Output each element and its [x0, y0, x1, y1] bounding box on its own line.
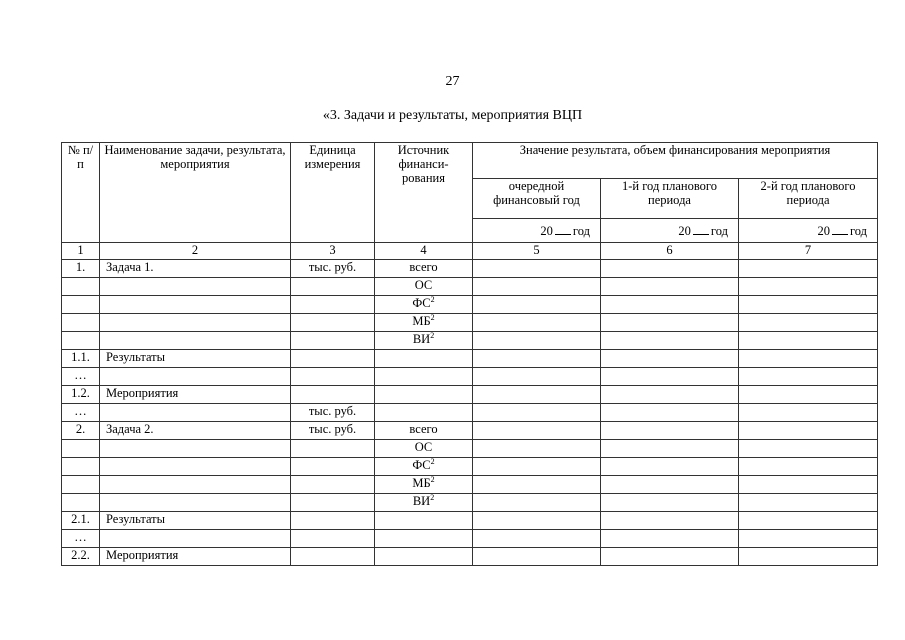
row-name: Результаты — [100, 350, 291, 368]
row-value-current — [473, 512, 601, 530]
column-number: 3 — [291, 243, 375, 260]
row-num — [62, 494, 100, 512]
footnote-mark: 2 — [430, 295, 435, 304]
row-value-plan1 — [601, 404, 739, 422]
row-value-plan1 — [601, 476, 739, 494]
row-value-plan2 — [739, 422, 878, 440]
footnote-mark: 2 — [430, 493, 435, 502]
row-num: … — [62, 368, 100, 386]
row-value-plan2 — [739, 314, 878, 332]
row-num — [62, 332, 100, 350]
row-num — [62, 314, 100, 332]
row-value-current — [473, 350, 601, 368]
header-unit: Единица измерения — [291, 143, 375, 243]
table-body — [62, 260, 878, 566]
header-current-year: очередной финансовый год — [473, 179, 601, 219]
table-row — [62, 512, 878, 530]
source-label: ОС — [414, 278, 433, 292]
header-plan-year-1: 1-й год планового периода — [601, 179, 739, 219]
table-row — [62, 476, 878, 494]
row-value-current — [473, 260, 601, 278]
header-source: Источник финанси-рования — [375, 143, 473, 243]
row-source — [375, 278, 473, 296]
row-num — [62, 440, 100, 458]
row-num: 1. — [62, 260, 100, 278]
column-number: 2 — [100, 243, 291, 260]
column-number: 7 — [739, 243, 878, 260]
table-row — [62, 422, 878, 440]
row-value-plan1 — [601, 422, 739, 440]
source-label: МБ — [412, 314, 431, 328]
row-name: Задача 2. — [100, 422, 291, 440]
table-row — [62, 494, 878, 512]
row-value-current — [473, 422, 601, 440]
source-label: ФС — [412, 296, 431, 310]
source-label: ВИ — [412, 494, 431, 508]
header-num: № п/п — [62, 143, 100, 243]
table-row — [62, 386, 878, 404]
row-value-plan1 — [601, 278, 739, 296]
section-title: «3. Задачи и результаты, мероприятия ВЦП — [322, 108, 583, 123]
row-value-plan1 — [601, 332, 739, 350]
row-source — [375, 548, 473, 566]
row-value-plan2 — [739, 260, 878, 278]
row-value-plan1 — [601, 512, 739, 530]
row-value-current — [473, 314, 601, 332]
header-value-group: Значение результата, объем финансирования мероприятия — [473, 143, 878, 179]
row-source — [375, 530, 473, 548]
row-value-plan2 — [739, 404, 878, 422]
row-name — [100, 530, 291, 548]
row-name — [100, 440, 291, 458]
row-num — [62, 278, 100, 296]
row-num: 1.2. — [62, 386, 100, 404]
row-unit — [291, 530, 375, 548]
row-value-current — [473, 296, 601, 314]
table-row — [62, 260, 878, 278]
year-cell: 20 год — [739, 219, 878, 243]
footnote-mark: 2 — [430, 475, 435, 484]
row-source — [375, 494, 473, 512]
column-number: 4 — [375, 243, 473, 260]
table-row — [62, 368, 878, 386]
row-name — [100, 404, 291, 422]
row-unit — [291, 440, 375, 458]
row-name — [100, 476, 291, 494]
row-value-plan1 — [601, 494, 739, 512]
row-value-plan2 — [739, 296, 878, 314]
header-name: Наименование задачи, результата, мероприятия — [100, 143, 291, 243]
row-value-plan2 — [739, 278, 878, 296]
table-row — [62, 278, 878, 296]
row-name — [100, 494, 291, 512]
row-unit — [291, 278, 375, 296]
table-row — [62, 350, 878, 368]
table-row — [62, 458, 878, 476]
row-value-plan2 — [739, 350, 878, 368]
row-value-plan2 — [739, 548, 878, 566]
row-name — [100, 278, 291, 296]
footnote-mark: 2 — [430, 331, 435, 340]
row-unit — [291, 368, 375, 386]
row-value-plan2 — [739, 530, 878, 548]
row-unit — [291, 350, 375, 368]
row-source — [375, 296, 473, 314]
table-row — [62, 440, 878, 458]
row-name — [100, 332, 291, 350]
year-cell: 20 год — [601, 219, 739, 243]
year-cell: 20 год — [473, 219, 601, 243]
footnote-mark: 2 — [430, 457, 435, 466]
row-value-plan1 — [601, 296, 739, 314]
row-num — [62, 296, 100, 314]
row-unit — [291, 476, 375, 494]
row-source — [375, 332, 473, 350]
source-label: ВИ — [412, 332, 431, 346]
row-source — [375, 404, 473, 422]
row-value-plan2 — [739, 440, 878, 458]
row-value-plan2 — [739, 332, 878, 350]
source-label: всего — [409, 260, 438, 274]
row-name: Задача 1. — [100, 260, 291, 278]
row-unit — [291, 332, 375, 350]
row-num: 1.1. — [62, 350, 100, 368]
row-source — [375, 440, 473, 458]
table-row — [62, 530, 878, 548]
row-value-current — [473, 548, 601, 566]
row-value-plan2 — [739, 512, 878, 530]
row-source — [375, 476, 473, 494]
row-value-current — [473, 332, 601, 350]
row-value-current — [473, 386, 601, 404]
row-num: 2.2. — [62, 548, 100, 566]
row-unit — [291, 296, 375, 314]
row-source — [375, 386, 473, 404]
row-value-current — [473, 494, 601, 512]
column-number: 1 — [62, 243, 100, 260]
header-plan-year-2: 2-й год планового периода — [739, 179, 878, 219]
row-num: 2.1. — [62, 512, 100, 530]
row-value-plan1 — [601, 350, 739, 368]
row-unit: тыс. руб. — [291, 404, 375, 422]
footnote-mark: 2 — [430, 313, 435, 322]
row-value-plan1 — [601, 530, 739, 548]
row-name — [100, 458, 291, 476]
row-source — [375, 422, 473, 440]
row-source — [375, 314, 473, 332]
row-name: Результаты — [100, 512, 291, 530]
column-number: 5 — [473, 243, 601, 260]
row-value-plan2 — [739, 494, 878, 512]
row-value-plan1 — [601, 314, 739, 332]
source-label: всего — [409, 422, 438, 436]
table-row — [62, 296, 878, 314]
row-num: … — [62, 404, 100, 422]
row-unit: тыс. руб. — [291, 260, 375, 278]
row-value-current — [473, 368, 601, 386]
table-row — [62, 404, 878, 422]
source-label: МБ — [412, 476, 431, 490]
row-source — [375, 350, 473, 368]
row-unit — [291, 386, 375, 404]
row-value-plan1 — [601, 548, 739, 566]
row-unit — [291, 512, 375, 530]
row-value-plan1 — [601, 260, 739, 278]
row-value-current — [473, 440, 601, 458]
row-source — [375, 368, 473, 386]
row-value-current — [473, 278, 601, 296]
row-unit — [291, 314, 375, 332]
column-number-row — [62, 243, 878, 260]
page-number: 27 — [445, 74, 460, 89]
row-source — [375, 512, 473, 530]
row-value-plan2 — [739, 476, 878, 494]
tasks-table — [61, 142, 878, 566]
source-label: ФС — [412, 458, 431, 472]
table-row — [62, 548, 878, 566]
row-value-current — [473, 476, 601, 494]
row-num: 2. — [62, 422, 100, 440]
row-value-plan2 — [739, 386, 878, 404]
row-unit — [291, 458, 375, 476]
row-value-plan1 — [601, 440, 739, 458]
row-value-plan1 — [601, 386, 739, 404]
row-num: … — [62, 530, 100, 548]
row-source — [375, 458, 473, 476]
row-name: Мероприятия — [100, 386, 291, 404]
row-unit: тыс. руб. — [291, 422, 375, 440]
row-name — [100, 368, 291, 386]
row-value-plan1 — [601, 458, 739, 476]
row-value-current — [473, 404, 601, 422]
row-num — [62, 476, 100, 494]
row-name: Мероприятия — [100, 548, 291, 566]
row-value-current — [473, 458, 601, 476]
source-label: ОС — [414, 440, 433, 454]
table-row — [62, 332, 878, 350]
row-num — [62, 458, 100, 476]
row-unit — [291, 548, 375, 566]
row-name — [100, 314, 291, 332]
table-row — [62, 314, 878, 332]
row-unit — [291, 494, 375, 512]
row-source — [375, 260, 473, 278]
row-value-current — [473, 530, 601, 548]
row-name — [100, 296, 291, 314]
row-value-plan2 — [739, 368, 878, 386]
column-number: 6 — [601, 243, 739, 260]
row-value-plan1 — [601, 368, 739, 386]
row-value-plan2 — [739, 458, 878, 476]
